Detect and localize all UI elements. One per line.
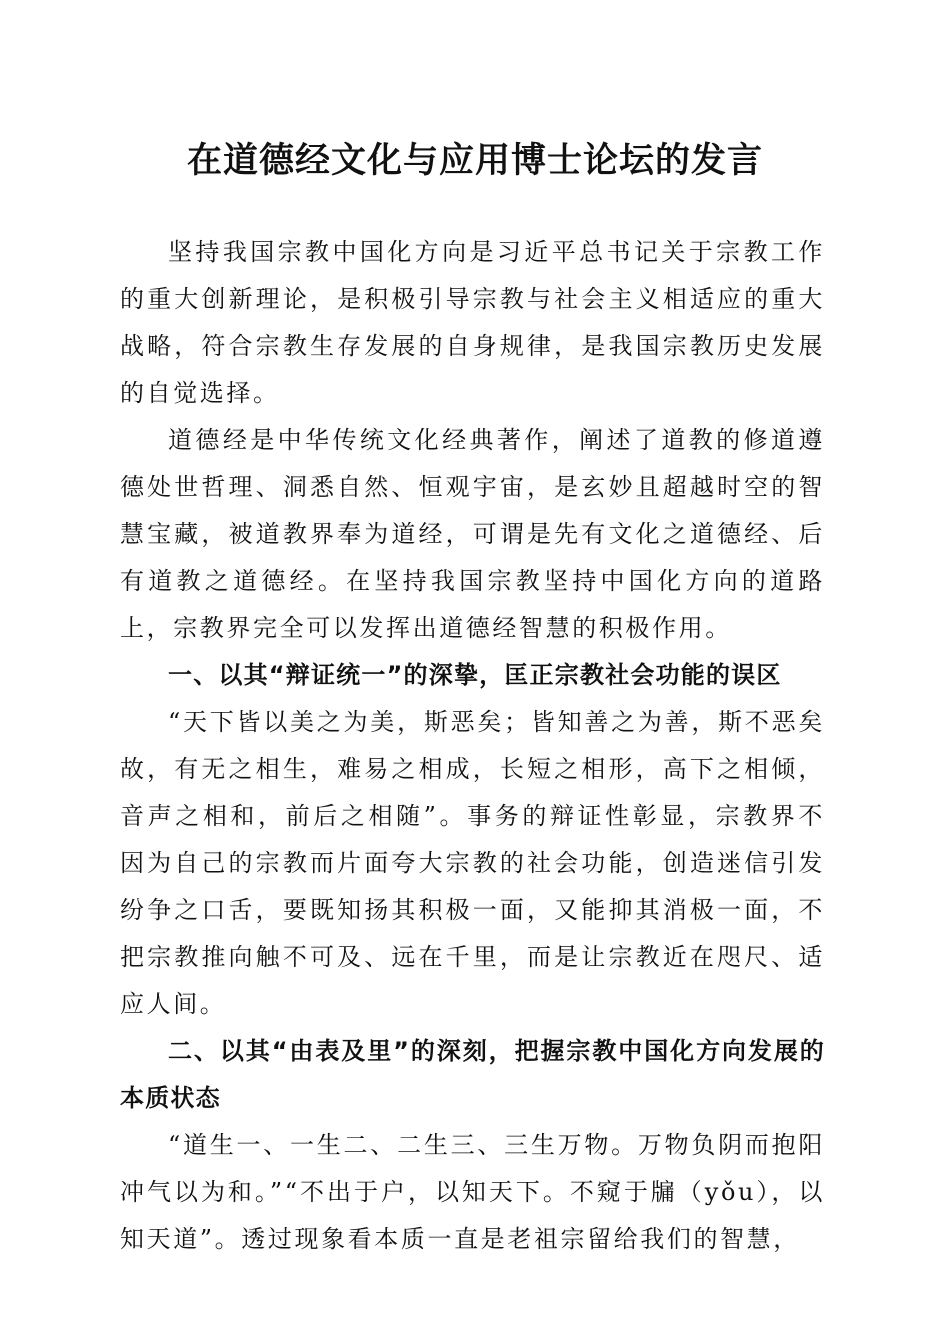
paragraph-section-1: “天下皆以美之为美，斯恶矣；皆知善之为善，斯不恶矣故，有无之相生，难易之相成，长短之相形，高下之相倾，音声之相和，前后之相随”。事务的辩证性彰显，宗教界不因为自己的宗教而片面夸大宗教的社会功能，创造迷信引发纷争之口舌，要既知扬其积极一面，又能抑其消极一面，不把宗教推向触不可及、远在千里，而是让宗教近在咫尺、适应人间。 (120, 708, 825, 1018)
paragraph-section-2: “道生一、一生二、二生三、三生万物。万物负阴而抱阳冲气以为和。”“不出于户，以知天下。不窥于牖（yǒu），以知天道”。透过现象看本质一直是老祖宗留给我们的智慧， (120, 1131, 825, 1253)
section-heading-1: 一、以其“辩证统一”的深挚，匡正宗教社会功能的误区 (168, 661, 782, 689)
document-title: 在道德经文化与应用博士论坛的发言 (186, 140, 763, 181)
section-heading-2: 二、以其“由表及里”的深刻，把握宗教中国化方向发展的本质状态 (120, 1037, 825, 1112)
paragraph-intro: 坚持我国宗教中国化方向是习近平总书记关于宗教工作的重大创新理论，是积极引导宗教与社会主义相适应的重大战略，符合宗教生存发展的自身规律，是我国宗教历史发展的自觉选择。 (120, 238, 825, 407)
paragraph-daodejing: 道德经是中华传统文化经典著作，阐述了道教的修道遵德处世哲理、洞悉自然、恒观宇宙，是玄妙且超越时空的智慧宝藏，被道教界奉为道经，可谓是先有文化之道德经、后有道教之道德经。在坚持我国宗教坚持中国化方向的道路上，宗教界完全可以发挥出道德经智慧的积极作用。 (120, 426, 825, 642)
document-body (120, 229, 825, 1263)
